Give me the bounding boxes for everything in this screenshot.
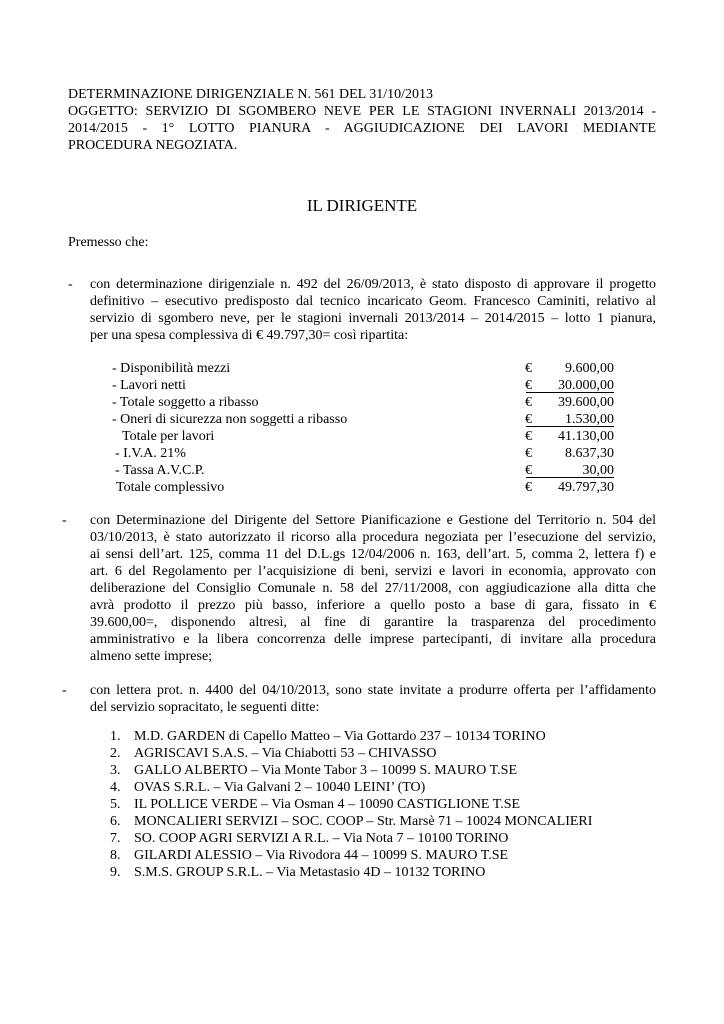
- item2-line-7: 39.600,00=, disponendo altresì, al fine di garantire la trasparenza del procedimento: [90, 615, 656, 630]
- cost-row: [110, 479, 620, 496]
- firm-entry: IL POLLICE VERDE – Via Osman 4 – 10090 CASTIGLIONE T.SE: [134, 797, 521, 812]
- item2-line-1: con Determinazione del Dirigente del Settore Pianificazione e Gestione del Territorio n. 504 del: [90, 513, 656, 528]
- item2-line-3: ai sensi dell’art. 125, comma 11 del D.L.gs 12/04/2006 n. 163, dell’art. 5, comma 2, lettera f) e: [90, 547, 656, 562]
- item2-line-4: art. 6 del Regolamento per l’acquisizione di beni, servizi e lavori in economia, approvato con: [90, 564, 656, 579]
- cost-label: - Totale soggetto a ribasso: [112, 395, 259, 410]
- firm-entry: SO. COOP AGRI SERVIZI A R.L. – Via Nota 7 – 10100 TORINO: [134, 831, 509, 846]
- item1-line-3: servizio di sgombero neve, per le stagioni invernali 2013/2014 – 2014/2015 – lotto 1 pianura,: [90, 311, 656, 326]
- firm-entry: GALLO ALBERTO – Via Monte Tabor 3 – 10099 S. MAURO T.SE: [134, 763, 517, 778]
- currency-symbol: €: [525, 395, 532, 410]
- list-item: [110, 762, 592, 779]
- section-heading: IL DIRIGENTE: [306, 196, 418, 215]
- list-item: [110, 847, 592, 864]
- cost-label: - Tassa A.V.C.P.: [115, 463, 205, 478]
- cost-label: - Oneri di sicurezza non soggetti a ribasso: [112, 412, 348, 427]
- bullet-dash-3: -: [62, 683, 67, 698]
- premise-label: Premesso che:: [68, 235, 149, 250]
- cost-amount: 30.000,00: [558, 378, 614, 393]
- cost-row: [110, 394, 620, 411]
- cost-amount: 9.600,00: [565, 361, 614, 376]
- item2-line-6: avrà prodotto il prezzo più basso, inferiore a quello posto a base di gara, fissato in €: [90, 598, 656, 613]
- determination-title: DETERMINAZIONE DIRIGENZIALE N. 561 DEL 31/10/2013: [68, 87, 433, 102]
- item3-line-2: del servizio sopracitato, le seguenti ditte:: [90, 700, 320, 715]
- underline-rule: [526, 477, 614, 478]
- firm-entry: M.D. GARDEN di Capello Matteo – Via Gottardo 237 – 10134 TORINO: [134, 729, 546, 744]
- list-item: [110, 745, 592, 762]
- firm-entry: OVAS S.R.L. – Via Galvani 2 – 10040 LEINI’ (TO): [134, 780, 426, 795]
- subject-line-2: 2014/2015 - 1° LOTTO PIANURA - AGGIUDICAZIONE DEI LAVORI MEDIANTE: [68, 121, 656, 136]
- currency-symbol: €: [525, 361, 532, 376]
- bullet-dash-1: -: [68, 277, 73, 292]
- cost-amount: 8.637,30: [565, 446, 614, 461]
- list-item: [110, 864, 592, 881]
- firm-entry: AGRISCAVI S.A.S. – Via Chiabotti 53 – CHIVASSO: [134, 746, 437, 761]
- cost-amount: 30,00: [582, 463, 614, 478]
- invited-firms-list: [110, 728, 592, 881]
- firm-entry: S.M.S. GROUP S.R.L. – Via Metastasio 4D – 10132 TORINO: [134, 865, 486, 880]
- cost-row: [110, 462, 620, 479]
- list-number: 4.: [110, 780, 121, 795]
- cost-breakdown-table: [110, 360, 620, 496]
- cost-label: - Disponibilità mezzi: [112, 361, 231, 376]
- list-number: 2.: [110, 746, 121, 761]
- currency-symbol: €: [525, 446, 532, 461]
- bullet-dash-2: -: [62, 513, 67, 528]
- currency-symbol: €: [525, 378, 532, 393]
- cost-amount: 39.600,00: [558, 395, 614, 410]
- cost-label: Totale complessivo: [116, 480, 225, 495]
- list-item: [110, 728, 592, 745]
- underline-rule: [526, 392, 614, 393]
- list-item: [110, 779, 592, 796]
- cost-label: Totale per lavori: [122, 429, 215, 444]
- subject-line-1: OGGETTO: SERVIZIO DI SGOMBERO NEVE PER LE STAGIONI INVERNALI 2013/2014 -: [68, 104, 656, 119]
- cost-row: [110, 411, 620, 428]
- cost-row: [110, 377, 620, 394]
- list-number: 8.: [110, 848, 121, 863]
- firm-entry: MONCALIERI SERVIZI – SOC. COOP – Str. Marsè 71 – 10024 MONCALIERI: [134, 814, 593, 829]
- item1-line-1: con determinazione dirigenziale n. 492 del 26/09/2013, è stato disposto di approvare il progetto: [90, 277, 656, 292]
- list-number: 3.: [110, 763, 121, 778]
- currency-symbol: €: [525, 429, 532, 444]
- list-item: [110, 796, 592, 813]
- subject-line-3: PROCEDURA NEGOZIATA.: [68, 138, 238, 153]
- list-number: 5.: [110, 797, 121, 812]
- list-number: 6.: [110, 814, 121, 829]
- currency-symbol: €: [525, 480, 532, 495]
- cost-row: [110, 360, 620, 377]
- cost-label: - I.V.A. 21%: [115, 446, 186, 461]
- cost-amount: 41.130,00: [558, 429, 614, 444]
- list-number: 9.: [110, 865, 121, 880]
- cost-amount: 1.530,00: [565, 412, 614, 427]
- cost-row: [110, 428, 620, 445]
- list-number: 1.: [110, 729, 121, 744]
- item1-line-4: per una spesa complessiva di € 49.797,30= così ripartita:: [90, 328, 409, 343]
- item2-line-8: amministrativo e la libera concorrenza delle imprese partecipanti, di invitare alla procedura: [90, 632, 656, 647]
- firm-entry: GILARDI ALESSIO – Via Rivodora 44 – 10099 S. MAURO T.SE: [134, 848, 509, 863]
- item2-line-9: almeno sette imprese;: [90, 649, 213, 664]
- item1-line-2: definitivo – esecutivo predisposto dal tecnico incaricato Geom. Francesco Caminiti, relativo al: [90, 294, 656, 309]
- currency-symbol: €: [525, 463, 532, 478]
- cost-amount: 49.797,30: [558, 480, 614, 495]
- cost-row: [110, 445, 620, 462]
- underline-rule: [526, 426, 614, 427]
- cost-label: - Lavori netti: [112, 378, 186, 393]
- list-item: [110, 830, 592, 847]
- list-item: [110, 813, 592, 830]
- currency-symbol: €: [525, 412, 532, 427]
- item3-line-1: con lettera prot. n. 4400 del 04/10/2013, sono state invitate a produrre offerta per l’affidamento: [90, 683, 656, 698]
- item2-line-5: deliberazione del Consiglio Comunale n. 58 del 27/11/2008, con aggiudicazione alla ditta che: [90, 581, 656, 596]
- list-number: 7.: [110, 831, 121, 846]
- item2-line-2: 03/10/2013, è stato autorizzato il ricorso alla procedura negoziata per l’esecuzione del servizio,: [90, 530, 656, 545]
